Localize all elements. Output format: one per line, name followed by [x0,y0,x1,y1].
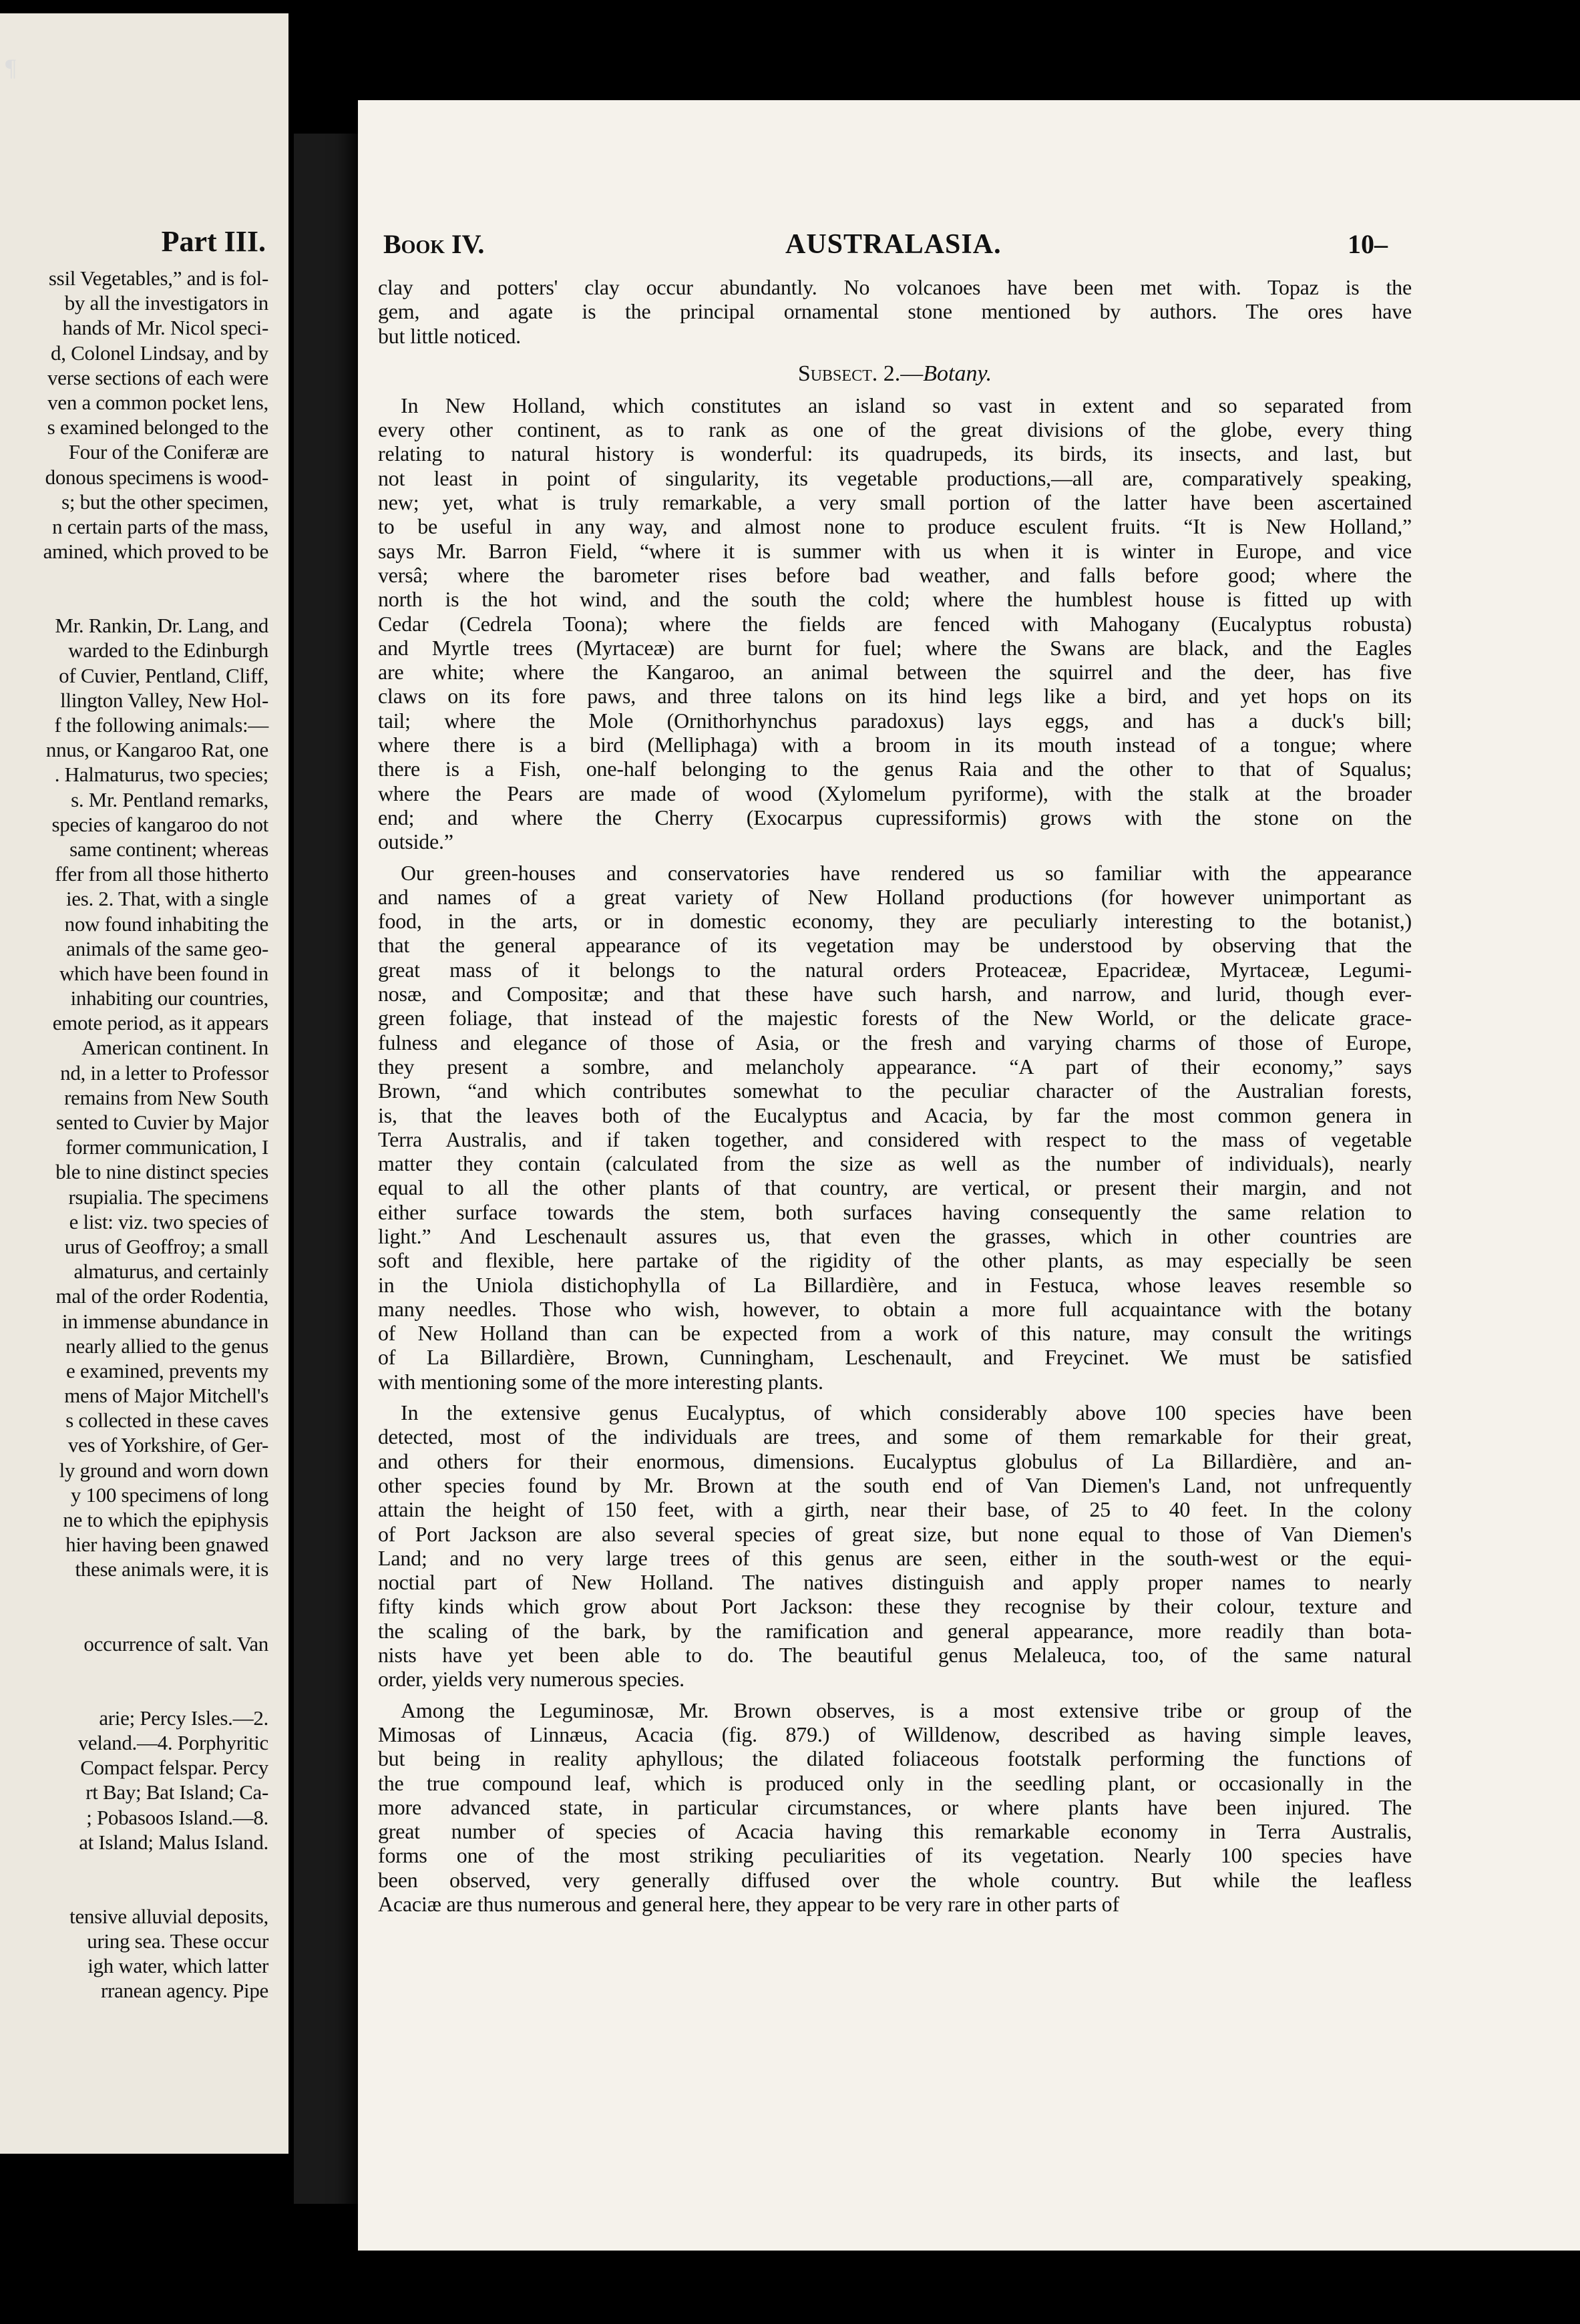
text-line: but little noticed. [378,323,521,348]
text-line: green foliage, that instead of the majestic forests of the New World, or the delicate grace- [378,1006,1412,1030]
left-text-line: Four of the Coniferæ are [68,440,268,464]
section-heading: Subsect. 2.—Botany. [797,361,992,386]
text-line: Cedar (Cedrela Toona); where the fields are fenced with Mahogany (Eucalyptus robusta) [378,611,1412,636]
left-text-line: ies. 2. That, with a single [65,887,268,911]
text-line: tail; where the Mole (Ornithorhynchus paradoxus) lays eggs, and has a duck's bill; [378,708,1412,733]
text-line: great number of species of Acacia having this remarkable economy in Terra Australis, [378,1819,1412,1844]
text-line: matter they contain (calculated from the size as well as the number of individuals), nearly [378,1151,1412,1176]
text-line: Acaciæ are thus numerous and general here, they appear to be very rare in other parts of [378,1892,1119,1916]
text-line: equal to all the other plants of that country, are vertical, or present their margin, and not [378,1175,1412,1200]
text-line: in the Uniola distichophylla of La Billardière, and in Festuca, whose leaves resemble so [378,1272,1412,1297]
left-text-line: ffer from all those hitherto [55,862,268,886]
text-line: are white; where the Kangaroo, an animal between the squirrel and the deer, has five [378,660,1412,685]
left-text-line: warded to the Edinburgh [68,638,268,662]
text-line: north is the hot wind, and the south the cold; where the humblest house is fitted up with [378,587,1412,612]
left-text-line: hier having been gnawed [65,1533,268,1557]
left-text-line: animals of the same geo- [66,936,268,960]
left-text-line: species of kangaroo do not [51,812,268,836]
left-text-line: ble to nine distinct species [55,1160,268,1184]
page-body [378,275,1412,1916]
left-text-line: at Island; Malus Island. [79,1830,268,1854]
text-line: Among the Leguminosæ, Mr. Brown observes, is a most extensive tribe or group of the [401,1698,1412,1722]
text-line: relating to natural history is wonderful: its quadrupeds, its birds, its insects, and last, but [378,441,1412,466]
left-text-line: ves of Yorkshire, of Ger- [67,1433,268,1457]
left-text-line: tensive alluvial deposits, [69,1904,268,1928]
left-text-line: d, Colonel Lindsay, and by [51,341,268,365]
text-line: many needles. Those who wish, however, to obtain a more full acquaintance with the botany [378,1296,1412,1321]
left-text-line: by all the investigators in [64,291,268,315]
text-line: to be useful in any way, and almost none to produce esculent fruits. “It is New Holland,” [378,514,1412,539]
text-line: every other continent, as to rank as one of the great divisions of the globe, every thing [378,417,1412,442]
text-line: end; and where the Cherry (Exocarpus cupressiformis) grows with the stone on the [378,805,1412,829]
text-line: light.” And Leschenault assures us, that even the grasses, which in other countries are [378,1223,1412,1248]
text-line: been observed, very generally diffused over the whole country. But while the leafless [378,1867,1412,1892]
text-line: Our green-houses and conservatories have rendered us so familiar with the appearance [401,860,1412,885]
left-text-line [0,1582,268,1631]
text-line: In the extensive genus Eucalyptus, of which considerably above 100 species have been [401,1400,1412,1425]
text-line: and Myrtle trees (Myrtaceæ) are burnt for fuel; where the Swans are black, and the Eagles [378,635,1412,660]
left-text-line: Compact felspar. Percy [80,1756,268,1780]
left-text-line [0,564,268,613]
running-head [358,228,1580,263]
text-line: there is a Fish, one-half belonging to the genus Raia and the other to that of Squalus; [378,757,1412,781]
left-text-line: mal of the order Rodentia, [55,1284,268,1308]
text-line: with mentioning some of the more interesting plants. [378,1369,823,1394]
text-line: of Port Jackson are also several species of great size, but none equal to those of Van Diemen's [378,1521,1412,1546]
book-label: Book IV. [383,229,485,259]
left-text-line [0,1855,268,1904]
text-line: great mass of it belongs to the natural orders Proteaceæ, Epacrideæ, Myrtaceæ, Legumi- [378,957,1412,982]
left-text-line: y 100 specimens of long [70,1483,268,1507]
text-line: and names of a great variety of New Holland productions (for however unimportant as [378,884,1412,909]
main-page [358,100,1580,2251]
left-text-line: in immense abundance in [61,1309,268,1333]
left-text-line: emote period, as it appears [52,1011,268,1035]
left-text-line: ssil Vegetables,” and is fol- [48,266,268,290]
left-text-line: ven a common pocket lens, [47,390,268,414]
left-text-line: nnus, or Kangaroo Rat, one [45,738,268,762]
left-text-line: rsupialia. The specimens [68,1185,268,1209]
left-text-line: rt Bay; Bat Island; Ca- [85,1780,268,1804]
text-line: where the Pears are made of wood (Xylomelum pyriforme), with the stalk at the broader [378,781,1412,805]
text-line: Land; and no very large trees of this genus are seen, either in the south-west or the equi- [378,1545,1412,1570]
left-text-line: occurrence of salt. Van [83,1631,268,1656]
text-line: more advanced state, in particular circumstances, or where plants have been injured. The [378,1794,1412,1819]
left-text-line: arie; Percy Isles.—2. [99,1706,268,1730]
paragraph [378,393,1412,854]
left-text-line: s examined belonged to the [47,415,268,439]
left-text-line: Mr. Rankin, Dr. Lang, and [55,614,268,638]
left-text-line: donous specimens is wood- [45,465,268,489]
text-line: where there is a bird (Melliphaga) with a broom in its mouth instead of a tongue; where [378,733,1412,757]
left-text-line: mens of Major Mitchell's [64,1384,268,1408]
body-paragraphs [378,393,1412,1916]
left-text-line: urus of Geoffroy; a small [64,1234,268,1258]
text-line: gem, and agate is the principal ornamental stone mentioned by authors. The ores have [378,299,1412,324]
left-text-line: e list: viz. two species of [69,1209,268,1233]
text-line: of La Billardière, Brown, Cunningham, Leschenault, and Freycinet. We must be satisfied [378,1345,1412,1370]
text-line: says Mr. Barron Field, “where it is summer with us when it is winter in Europe, and vice [378,538,1412,563]
text-line: Mimosas of Linnæus, Acacia (fig. 879.) of Willdenow, described as having simple leaves, [378,1722,1412,1746]
left-text-line: now found inhabiting the [64,912,268,936]
text-line: they present a sombre, and melancholy appearance. “A part of their economy,” says [378,1054,1412,1079]
text-line: the scaling of the bark, by the ramification and general appearance, more readily than bota- [378,1618,1412,1643]
text-line: attain the height of 150 feet, with a girth, near their base, of 25 to 40 feet. In the colony [378,1497,1412,1522]
left-text-line: s. Mr. Pentland remarks, [71,787,268,811]
text-line: nosæ, and Compositæ; and that these have such harsh, and narrow, and lurid, though ever- [378,982,1412,1006]
page-number: 10– [1348,229,1388,259]
left-text-line: same continent; whereas [69,837,268,861]
paragraph [378,1698,1412,1917]
left-running-head: Part III. [161,225,266,258]
text-line: that the general appearance of its vegetation may be understood by observing that the [378,933,1412,958]
text-line: of New Holland than can be expected from a work of this nature, may consult the writings [378,1321,1412,1346]
text-line: is, that the leaves both of the Eucalyptus and Acacia, by far the most common genera in [378,1103,1412,1127]
text-line: other species found by Mr. Brown at the south end of Van Diemen's Land, not unfrequently [378,1473,1412,1497]
text-line: the true compound leaf, which is produced only in the seedling plant, or occasionally in the [378,1770,1412,1795]
left-text-line: ly ground and worn down [59,1458,268,1482]
text-line: clay and potters' clay occur abundantly. No volcanoes have been met with. Topaz is the [378,275,1412,299]
page-gutter [294,134,358,2204]
page-title: AUSTRALASIA. [785,229,1002,260]
left-text-line: llington Valley, New Hol- [60,688,268,712]
paragraph [378,1400,1412,1692]
text-line: new; yet, what is truly remarkable, a very small portion of the latter have been ascertained [378,490,1412,515]
text-line: Terra Australis, and if taken together, and considered with respect to the mass of vegetable [378,1127,1412,1151]
left-text-line: nd, in a letter to Professor [60,1060,268,1085]
text-line: order, yields very numerous species. [378,1667,684,1692]
text-line: Brown, “and which contributes somewhat to the peculiar character of the Australian forests, [378,1079,1412,1103]
text-line: forms one of the most striking peculiarities of its vegetation. Nearly 100 species have [378,1843,1412,1868]
left-text-line: amined, which proved to be [43,540,268,564]
left-facing-page [0,13,288,2154]
left-text-line: these animals were, it is [75,1557,268,1581]
text-line: but being in reality aphyllous; the dilated foliaceous footstalk performing the functions of [378,1746,1412,1771]
left-text-line: ne to which the epiphysis [63,1508,268,1531]
text-line: food, in the arts, or in domestic economy, they are peculiarly interesting to the botanist,) [378,909,1412,934]
left-text-line: American continent. In [81,1036,268,1060]
left-text-line: nearly allied to the genus [65,1334,268,1358]
left-text-line: remains from New South [64,1085,268,1109]
left-text-line: igh water, which latter [87,1954,268,1978]
left-text-line: uring sea. These occur [87,1929,268,1953]
left-text-line: inhabiting our countries, [70,986,268,1010]
left-text-line: verse sections of each were [47,365,268,389]
text-line: not least in point of singularity, its vegetable productions,—all are, comparatively speaking, [378,465,1412,490]
text-line: nists have yet been able to do. The beautiful genus Melaleuca, too, of the same natural [378,1643,1412,1668]
text-line: detected, most of the individuals are trees, and some of them remarkable for their great, [378,1424,1412,1449]
left-text-line: f the following animals:— [54,713,268,737]
text-line: outside.” [378,829,453,854]
left-text-line: hands of Mr. Nicol speci- [62,316,268,340]
corner-mark: ¶ [5,54,17,81]
text-line: claws on its fore paws, and three talons on its hind legs like a bird, and yet hops on its [378,684,1412,709]
left-text-line: s; but the other specimen, [61,490,268,514]
text-line: soft and flexible, here partake of the rigidity of the other plants, as may especially be seen [378,1248,1412,1273]
text-line: either surface towards the stem, both surfaces having consequently the same relation to [378,1199,1412,1224]
left-text-line [0,1656,268,1706]
left-page-text [0,266,268,2003]
left-text-line: n certain parts of the mass, [52,514,268,538]
text-line: versâ; where the barometer rises before bad weather, and falls before good; where the [378,562,1412,587]
left-text-line: . Halmaturus, two species; [54,763,268,787]
text-line: fifty kinds which grow about Port Jackson: these they recognise by their colour, texture and [378,1594,1412,1619]
text-line: fulness and elegance of those of Asia, or the fresh and varying charms of those of Europe, [378,1030,1412,1054]
left-text-line: sented to Cuvier by Major [56,1111,268,1134]
left-text-line: veland.—4. Porphyritic [77,1730,268,1754]
left-text-line: former communication, I [65,1135,268,1159]
text-line: and others for their enormous, dimensions. Eucalyptus globulus of La Billardière, and an- [378,1448,1412,1473]
left-text-line: almaturus, and certainly [73,1260,268,1284]
text-line: noctial part of New Holland. The natives distinguish and apply proper names to nearly [378,1570,1412,1595]
text-line: In New Holland, which constitutes an island so vast in extent and so separated from [401,393,1412,417]
left-text-line: which have been found in [59,961,268,985]
left-text-line: e examined, prevents my [66,1358,268,1382]
section-topic: Botany. [923,361,992,386]
left-text-line: rranean agency. Pipe [100,1979,268,2003]
left-text-line: ; Pobasoos Island.—8. [86,1805,268,1829]
left-text-line: s collected in these caves [65,1408,268,1432]
left-text-line: of Cuvier, Pentland, Cliff, [59,663,268,687]
paragraph [378,861,1412,1394]
